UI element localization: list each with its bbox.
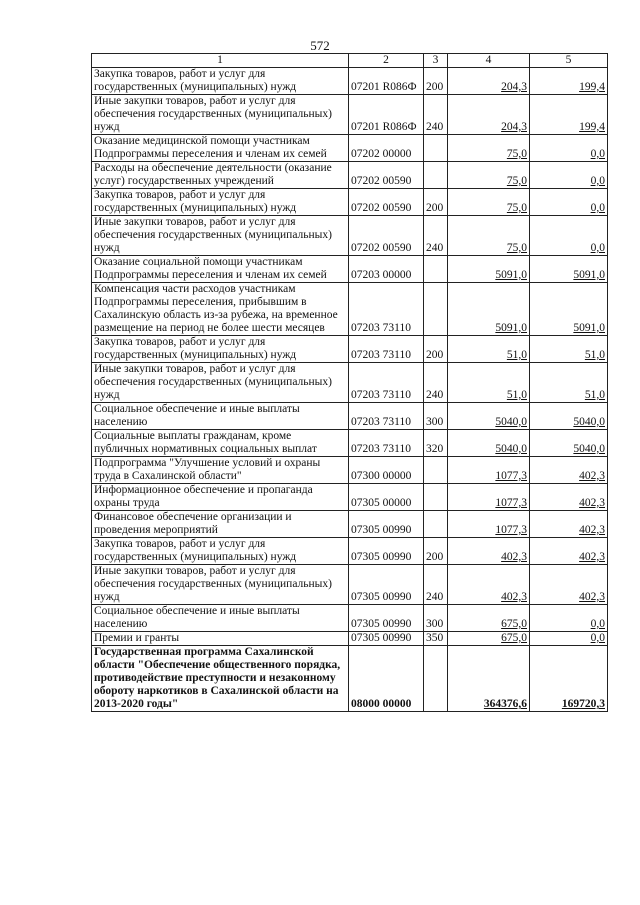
row-value-text: 0,0 bbox=[590, 242, 605, 254]
row-value-text: 402,3 bbox=[579, 497, 605, 509]
table-row bbox=[92, 216, 608, 256]
row-code-cell: 07203 73110 bbox=[349, 403, 424, 430]
row-code-cell: 07202 00590 bbox=[349, 189, 424, 216]
row-value-5-cell bbox=[530, 336, 608, 363]
table-row bbox=[92, 605, 608, 632]
row-value-4-cell bbox=[448, 189, 530, 216]
row-value-text: 5091,0 bbox=[495, 322, 527, 334]
row-value-text: 169720,3 bbox=[561, 698, 605, 710]
row-value-text: 5040,0 bbox=[573, 416, 605, 428]
row-name-cell: Закупка товаров, работ и услуг для государственных (муниципальных) нужд bbox=[92, 336, 349, 363]
page-number: 572 bbox=[310, 38, 330, 53]
table-row bbox=[92, 68, 608, 95]
row-value-4-cell bbox=[448, 538, 530, 565]
row-code-cell: 07203 73110 bbox=[349, 283, 424, 336]
row-value-text: 5040,0 bbox=[573, 443, 605, 455]
row-value-text: 51,0 bbox=[506, 349, 527, 361]
row-value-text: 402,3 bbox=[579, 591, 605, 603]
row-value-text: 0,0 bbox=[590, 175, 605, 187]
row-value-text: 402,3 bbox=[579, 470, 605, 482]
budget-table bbox=[91, 53, 608, 712]
row-name-cell: Оказание социальной помощи участникам Подпрограммы переселения и членам их семей bbox=[92, 256, 349, 283]
row-code-cell: 08000 00000 bbox=[349, 646, 424, 712]
row-expense-type-cell bbox=[424, 135, 448, 162]
row-value-text: 51,0 bbox=[584, 349, 605, 361]
row-value-4-cell bbox=[448, 95, 530, 135]
row-code-cell: 07202 00590 bbox=[349, 162, 424, 189]
row-value-4-cell bbox=[448, 363, 530, 403]
table-row bbox=[92, 565, 608, 605]
row-value-text: 364376,6 bbox=[483, 698, 527, 710]
table-row bbox=[92, 646, 608, 712]
row-value-4-cell bbox=[448, 646, 530, 712]
row-value-text: 75,0 bbox=[506, 202, 527, 214]
row-value-5-cell bbox=[530, 216, 608, 256]
row-value-text: 51,0 bbox=[584, 389, 605, 401]
row-value-4-cell bbox=[448, 605, 530, 632]
row-value-text: 0,0 bbox=[590, 618, 605, 630]
table-row bbox=[92, 256, 608, 283]
row-expense-type-cell: 240 bbox=[424, 216, 448, 256]
row-value-text: 51,0 bbox=[506, 389, 527, 401]
row-name-cell: Расходы на обеспечение деятельности (оказание услуг) государственных учреждений bbox=[92, 162, 349, 189]
row-value-text: 75,0 bbox=[506, 148, 527, 160]
table-row bbox=[92, 538, 608, 565]
row-name-cell: Иные закупки товаров, работ и услуг для обеспечения государственных (муниципальных) нужд bbox=[92, 363, 349, 403]
table-row bbox=[92, 336, 608, 363]
row-value-text: 1077,3 bbox=[495, 470, 527, 482]
row-value-text: 5091,0 bbox=[573, 269, 605, 281]
row-value-5-cell bbox=[530, 538, 608, 565]
row-value-5-cell bbox=[530, 256, 608, 283]
row-value-text: 204,3 bbox=[501, 121, 527, 133]
row-value-text: 1077,3 bbox=[495, 497, 527, 509]
row-name-cell: Иные закупки товаров, работ и услуг для обеспечения государственных (муниципальных) нужд bbox=[92, 95, 349, 135]
row-value-4-cell bbox=[448, 403, 530, 430]
row-value-5-cell bbox=[530, 565, 608, 605]
row-value-text: 675,0 bbox=[501, 632, 527, 644]
row-value-text: 5091,0 bbox=[573, 322, 605, 334]
row-value-5-cell bbox=[530, 605, 608, 632]
row-expense-type-cell: 320 bbox=[424, 430, 448, 457]
row-code-cell: 07203 00000 bbox=[349, 256, 424, 283]
row-name-cell: Закупка товаров, работ и услуг для государственных (муниципальных) нужд bbox=[92, 68, 349, 95]
table-body bbox=[92, 68, 608, 712]
row-code-cell: 07305 00990 bbox=[349, 565, 424, 605]
row-value-5-cell bbox=[530, 403, 608, 430]
row-value-text: 204,3 bbox=[501, 81, 527, 93]
table-row bbox=[92, 162, 608, 189]
row-value-5-cell bbox=[530, 283, 608, 336]
row-value-text: 5091,0 bbox=[495, 269, 527, 281]
row-code-cell: 07300 00000 bbox=[349, 457, 424, 484]
row-expense-type-cell bbox=[424, 646, 448, 712]
row-code-cell: 07305 00000 bbox=[349, 484, 424, 511]
row-value-5-cell bbox=[530, 135, 608, 162]
row-value-text: 0,0 bbox=[590, 148, 605, 160]
row-value-4-cell bbox=[448, 256, 530, 283]
row-expense-type-cell bbox=[424, 162, 448, 189]
row-value-5-cell bbox=[530, 430, 608, 457]
row-value-text: 675,0 bbox=[501, 618, 527, 630]
row-name-cell: Информационное обеспечение и пропаганда охраны труда bbox=[92, 484, 349, 511]
row-value-4-cell bbox=[448, 430, 530, 457]
row-name-cell: Компенсация части расходов участникам Подпрограммы переселения, прибывшим в Сахалинскую область из-за рубежа, на временное размещение на период не более шести месяцев bbox=[92, 283, 349, 336]
row-value-4-cell bbox=[448, 457, 530, 484]
table-row bbox=[92, 484, 608, 511]
row-value-text: 75,0 bbox=[506, 175, 527, 187]
row-value-text: 402,3 bbox=[501, 591, 527, 603]
row-value-4-cell bbox=[448, 162, 530, 189]
row-code-cell: 07305 00990 bbox=[349, 511, 424, 538]
column-header: 3 bbox=[424, 54, 448, 68]
row-value-4-cell bbox=[448, 484, 530, 511]
row-name-cell: Подпрограмма "Улучшение условий и охраны труда в Сахалинской области" bbox=[92, 457, 349, 484]
row-value-text: 5040,0 bbox=[495, 416, 527, 428]
row-code-cell: 07305 00990 bbox=[349, 605, 424, 632]
row-expense-type-cell bbox=[424, 283, 448, 336]
table-row bbox=[92, 511, 608, 538]
row-expense-type-cell bbox=[424, 256, 448, 283]
column-header: 4 bbox=[448, 54, 530, 68]
row-expense-type-cell: 200 bbox=[424, 336, 448, 363]
table-row bbox=[92, 363, 608, 403]
row-value-4-cell bbox=[448, 216, 530, 256]
row-expense-type-cell: 200 bbox=[424, 68, 448, 95]
row-expense-type-cell: 200 bbox=[424, 538, 448, 565]
column-header: 2 bbox=[349, 54, 424, 68]
row-value-5-cell bbox=[530, 632, 608, 646]
row-value-4-cell bbox=[448, 68, 530, 95]
row-name-cell: Закупка товаров, работ и услуг для государственных (муниципальных) нужд bbox=[92, 538, 349, 565]
row-value-text: 5040,0 bbox=[495, 443, 527, 455]
table-row bbox=[92, 632, 608, 646]
row-value-text: 199,4 bbox=[579, 81, 605, 93]
row-expense-type-cell: 350 bbox=[424, 632, 448, 646]
row-value-4-cell bbox=[448, 135, 530, 162]
row-code-cell: 07203 73110 bbox=[349, 336, 424, 363]
row-expense-type-cell: 240 bbox=[424, 363, 448, 403]
row-expense-type-cell bbox=[424, 457, 448, 484]
row-value-5-cell bbox=[530, 189, 608, 216]
row-name-cell: Премии и гранты bbox=[92, 632, 349, 646]
row-name-cell: Социальные выплаты гражданам, кроме публичных нормативных социальных выплат bbox=[92, 430, 349, 457]
row-value-4-cell bbox=[448, 511, 530, 538]
table-row bbox=[92, 135, 608, 162]
row-value-5-cell bbox=[530, 484, 608, 511]
row-expense-type-cell: 300 bbox=[424, 403, 448, 430]
row-value-5-cell bbox=[530, 162, 608, 189]
row-code-cell: 07201 R086Ф bbox=[349, 68, 424, 95]
column-header: 5 bbox=[530, 54, 608, 68]
row-value-5-cell bbox=[530, 457, 608, 484]
row-code-cell: 07202 00590 bbox=[349, 216, 424, 256]
row-name-cell: Финансовое обеспечение организации и проведения мероприятий bbox=[92, 511, 349, 538]
row-code-cell: 07305 00990 bbox=[349, 632, 424, 646]
row-code-cell: 07203 73110 bbox=[349, 430, 424, 457]
row-value-4-cell bbox=[448, 283, 530, 336]
table-row bbox=[92, 189, 608, 216]
table-row bbox=[92, 95, 608, 135]
row-code-cell: 07305 00990 bbox=[349, 538, 424, 565]
row-name-cell: Государственная программа Сахалинской области "Обеспечение общественного порядка, противодействие преступности и незаконному обороту наркотиков в Сахалинской области на 2013-2020 годы" bbox=[92, 646, 349, 712]
row-name-cell: Иные закупки товаров, работ и услуг для обеспечения государственных (муниципальных) нужд bbox=[92, 565, 349, 605]
row-name-cell: Социальное обеспечение и иные выплаты населению bbox=[92, 605, 349, 632]
row-value-text: 402,3 bbox=[579, 524, 605, 536]
row-value-5-cell bbox=[530, 363, 608, 403]
row-code-cell: 07201 R086Ф bbox=[349, 95, 424, 135]
column-header: 1 bbox=[92, 54, 349, 68]
row-value-4-cell bbox=[448, 336, 530, 363]
row-value-4-cell bbox=[448, 632, 530, 646]
row-value-5-cell bbox=[530, 68, 608, 95]
row-value-text: 402,3 bbox=[579, 551, 605, 563]
row-expense-type-cell: 240 bbox=[424, 95, 448, 135]
row-value-text: 0,0 bbox=[590, 632, 605, 644]
table-row bbox=[92, 430, 608, 457]
row-expense-type-cell: 240 bbox=[424, 565, 448, 605]
row-expense-type-cell: 200 bbox=[424, 189, 448, 216]
row-name-cell: Закупка товаров, работ и услуг для государственных (муниципальных) нужд bbox=[92, 189, 349, 216]
row-expense-type-cell bbox=[424, 511, 448, 538]
table-row bbox=[92, 403, 608, 430]
row-value-4-cell bbox=[448, 565, 530, 605]
row-value-text: 75,0 bbox=[506, 242, 527, 254]
row-name-cell: Социальное обеспечение и иные выплаты населению bbox=[92, 403, 349, 430]
row-value-5-cell bbox=[530, 646, 608, 712]
row-expense-type-cell bbox=[424, 484, 448, 511]
row-value-text: 199,4 bbox=[579, 121, 605, 133]
row-expense-type-cell: 300 bbox=[424, 605, 448, 632]
table-row bbox=[92, 283, 608, 336]
row-value-5-cell bbox=[530, 511, 608, 538]
row-value-text: 1077,3 bbox=[495, 524, 527, 536]
row-code-cell: 07202 00000 bbox=[349, 135, 424, 162]
row-name-cell: Оказание медицинской помощи участникам Подпрограммы переселения и членам их семей bbox=[92, 135, 349, 162]
row-value-text: 0,0 bbox=[590, 202, 605, 214]
row-value-5-cell bbox=[530, 95, 608, 135]
row-code-cell: 07203 73110 bbox=[349, 363, 424, 403]
row-name-cell: Иные закупки товаров, работ и услуг для обеспечения государственных (муниципальных) нужд bbox=[92, 216, 349, 256]
row-value-text: 402,3 bbox=[501, 551, 527, 563]
header-row bbox=[92, 54, 608, 68]
table-row bbox=[92, 457, 608, 484]
